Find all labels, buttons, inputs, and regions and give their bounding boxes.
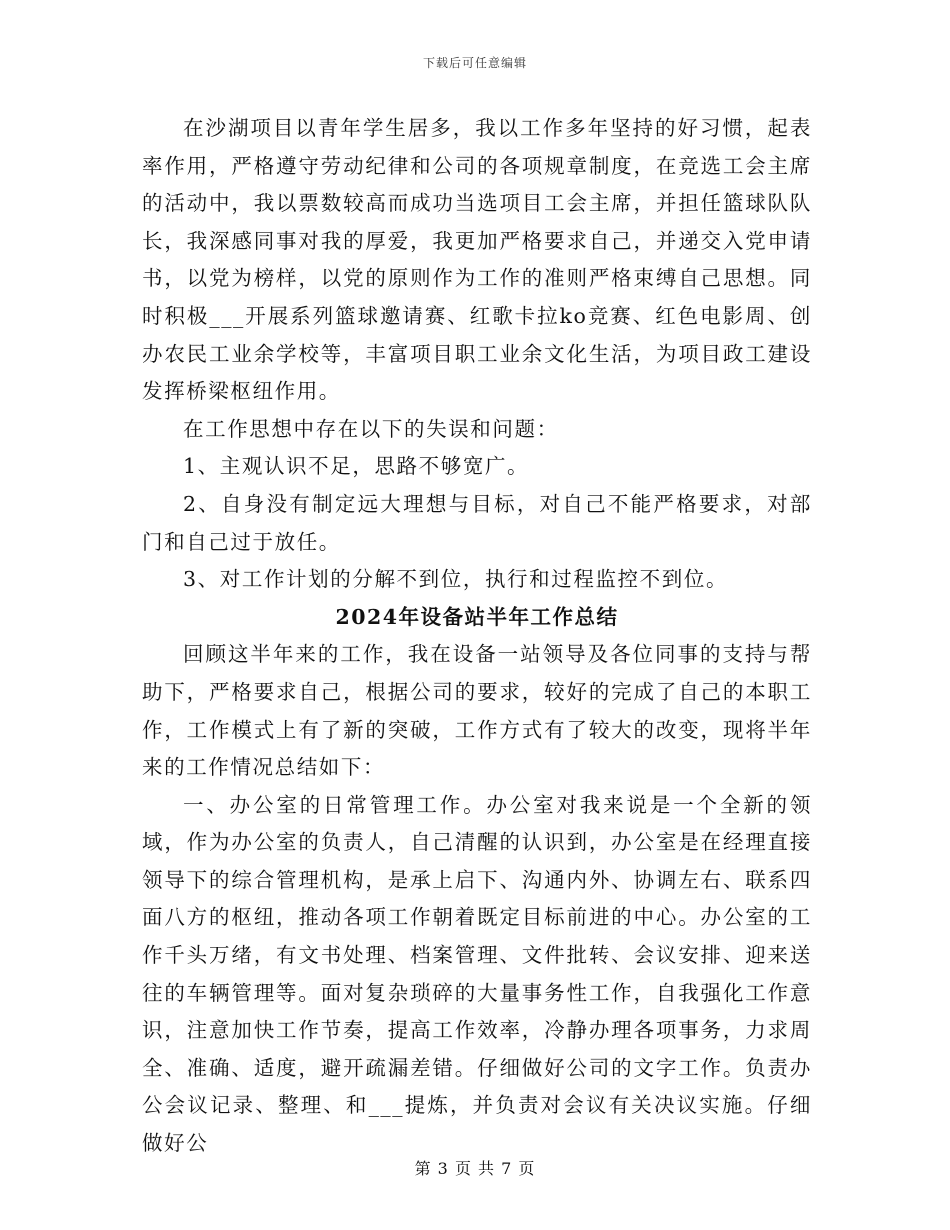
- paragraph-shahu-project: 在沙湖项目以青年学生居多，我以工作多年坚持的好习惯，起表率作用，严格遵守劳动纪律和公司的各项规章制度，在竞选工会主席的活动中，我以票数较高而成功当选项目工会主席，并担任篮球队队长，我深感同事对我的厚爱，我更加严格要求自己，并递交入党申请书，以党为榜样，以党的原则作为工作的准则严格束缚自己思想。同时积极___开展系列篮球邀请赛、红歌卡拉ko竞赛、红色电影周、创办农民工业余学校等，丰富项目职工业余文化生活，为项目政工建设发挥桥梁枢纽作用。: [142, 116, 812, 404]
- paragraph-problems-intro: 在工作思想中存在以下的失误和问题：: [183, 416, 559, 441]
- section-title: 2024年设备站半年工作总结: [335, 604, 619, 629]
- page-number-footer: 第 3 页 共 7 页: [414, 1159, 536, 1178]
- paragraph-office-management: 一、办公室的日常管理工作。办公室对我来说是一个全新的领域，作为办公室的负责人，自己清醒的认识到，办公室是在经理直接领导下的综合管理机构，是承上启下、沟通内外、协调左右、联系四面八方的枢纽，推动各项工作朝着既定目标前进的中心。办公室的工作千头万绪，有文书处理、档案管理、文件批转、会议安排、迎来送往的车辆管理等。面对复杂琐碎的大量事务性工作，自我强化工作意识，注意加快工作节奏，提高工作效率，冷静办理各项事务，力求周全、准确、适度，避开疏漏差错。仔细做好公司的文字工作。负责办公会议记录、整理、和___提炼，并负责对会议有关决议实施。仔细做好公: [142, 792, 812, 1156]
- list-item-problem-1: 1、主观认识不足，思路不够宽广。: [183, 454, 530, 479]
- paragraph-review-intro: 回顾这半年来的工作，我在设备一站领导及各位同事的支持与帮助下，严格要求自己，根据公司的要求，较好的完成了自己的本职工作，工作模式上有了新的突破，工作方式有了较大的改变，现将半年来的工作情况总结如下：: [142, 642, 812, 780]
- list-item-problem-3: 3、对工作计划的分解不到位，执行和过程监控不到位。: [183, 567, 729, 592]
- document-body: [142, 110, 812, 1163]
- page-header: 下载后可任意编辑: [422, 56, 527, 70]
- list-item-problem-2: 2、自身没有制定远大理想与目标，对自己不能严格要求，对部门和自己过于放任。: [142, 491, 812, 554]
